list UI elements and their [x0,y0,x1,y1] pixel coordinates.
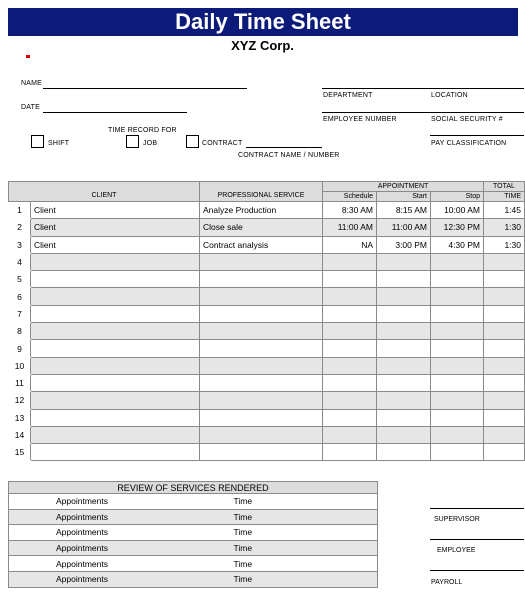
schedule-cell[interactable] [323,444,377,461]
service-cell[interactable] [200,409,323,426]
total-cell[interactable] [484,444,525,461]
stop-header: Stop [431,192,484,202]
stop-cell[interactable] [431,253,484,270]
total-cell[interactable] [484,392,525,409]
payroll-label: PAYROLL [431,579,463,586]
row-number: 12 [9,392,31,409]
stop-cell[interactable] [431,444,484,461]
service-cell[interactable]: Analyze Production [200,202,323,219]
company-name: XYZ Corp. [231,38,294,53]
stop-cell[interactable] [431,340,484,357]
table-row [9,444,525,461]
service-cell[interactable] [200,426,323,443]
table-row [9,305,525,322]
contract-checkbox[interactable] [186,135,199,148]
start-cell[interactable]: 11:00 AM [377,219,431,236]
shift-label: SHIFT [48,140,70,147]
service-cell[interactable] [200,305,323,322]
row-number: 4 [9,253,31,270]
start-cell[interactable]: 8:15 AM [377,202,431,219]
service-cell[interactable] [200,288,323,305]
schedule-cell[interactable] [323,288,377,305]
start-cell[interactable] [377,409,431,426]
start-cell[interactable] [377,426,431,443]
start-cell[interactable] [377,253,431,270]
schedule-cell[interactable] [323,357,377,374]
row-number: 5 [9,271,31,288]
client-cell[interactable] [31,392,200,409]
name-label: NAME [21,80,43,87]
time-label: Time [189,494,378,510]
client-cell[interactable] [31,340,200,357]
client-cell[interactable] [31,271,200,288]
client-cell[interactable] [31,323,200,340]
stop-cell[interactable] [431,357,484,374]
cell-marker [26,55,30,58]
service-cell[interactable]: Contract analysis [200,236,323,253]
schedule-cell[interactable]: NA [323,236,377,253]
client-header: CLIENT [9,182,200,202]
appointments-label: Appointments [9,540,189,556]
employee-signature-line[interactable] [430,539,524,540]
stop-cell[interactable]: 10:00 AM [431,202,484,219]
stop-cell[interactable] [431,374,484,391]
client-cell[interactable] [31,357,200,374]
client-cell[interactable] [31,409,200,426]
total-cell[interactable] [484,357,525,374]
start-cell[interactable] [377,271,431,288]
time-label: Time [189,571,378,587]
table-row [9,409,525,426]
appointments-label: Appointments [9,509,189,525]
schedule-cell[interactable]: 8:30 AM [323,202,377,219]
schedule-cell[interactable] [323,323,377,340]
row-number: 2 [9,219,31,236]
stop-cell[interactable] [431,271,484,288]
pay-classification-label: PAY CLASSIFICATION [431,140,507,147]
row-number: 14 [9,426,31,443]
name-field[interactable] [43,88,247,89]
service-cell[interactable]: Close sale [200,219,323,236]
contract-label: CONTRACT [202,140,243,147]
location-label: LOCATION [431,92,468,99]
contract-name-field[interactable] [246,147,322,148]
schedule-header: Schedule [323,192,377,202]
service-cell[interactable] [200,374,323,391]
table-row [9,202,525,219]
time-table [8,181,525,461]
schedule-cell[interactable] [323,305,377,322]
table-row [9,219,525,236]
employee-number-label: EMPLOYEE NUMBER [323,116,397,123]
table-row [9,253,525,270]
review-table [8,481,378,588]
total-cell[interactable] [484,374,525,391]
row-number: 1 [9,202,31,219]
schedule-cell[interactable]: 11:00 AM [323,219,377,236]
stop-cell[interactable] [431,305,484,322]
appointments-label: Appointments [9,556,189,572]
total-cell[interactable] [484,426,525,443]
table-row [9,323,525,340]
job-checkbox[interactable] [126,135,139,148]
total-cell[interactable] [484,340,525,357]
stop-cell[interactable] [431,392,484,409]
row-number: 13 [9,409,31,426]
start-cell[interactable] [377,323,431,340]
total-cell[interactable] [484,253,525,270]
stop-cell[interactable] [431,288,484,305]
review-row [9,571,378,587]
service-cell[interactable] [200,357,323,374]
schedule-cell[interactable] [323,340,377,357]
start-cell[interactable] [377,288,431,305]
schedule-cell[interactable] [323,253,377,270]
time-record-for-label: TIME RECORD FOR [108,127,177,134]
time-label: Time [189,525,378,541]
service-cell[interactable] [200,392,323,409]
time-label: Time [189,509,378,525]
table-row [9,236,525,253]
stop-cell[interactable] [431,426,484,443]
total-cell[interactable] [484,305,525,322]
total-header: TOTAL [484,182,525,192]
table-row [9,340,525,357]
page-title: Daily Time Sheet [8,8,518,36]
client-cell[interactable]: Client [31,236,200,253]
total-cell[interactable] [484,323,525,340]
supervisor-signature-line[interactable] [430,508,524,509]
department-field[interactable] [322,88,524,89]
payroll-signature-line[interactable] [430,570,524,571]
start-cell[interactable] [377,374,431,391]
employee-label: EMPLOYEE [437,547,476,554]
service-cell[interactable] [200,271,323,288]
start-cell[interactable]: 3:00 PM [377,236,431,253]
stop-cell[interactable]: 12:30 PM [431,219,484,236]
social-security-label: SOCIAL SECURITY # [431,116,503,123]
service-cell[interactable] [200,340,323,357]
start-cell[interactable] [377,357,431,374]
date-label: DATE [21,104,40,111]
client-cell[interactable]: Client [31,219,200,236]
client-cell[interactable] [31,444,200,461]
review-row [9,525,378,541]
supervisor-label: SUPERVISOR [434,516,480,523]
employee-number-field[interactable] [322,112,524,113]
table-row [9,271,525,288]
row-number: 8 [9,323,31,340]
service-cell[interactable] [200,323,323,340]
start-cell[interactable] [377,340,431,357]
schedule-cell[interactable] [323,374,377,391]
row-number: 6 [9,288,31,305]
time-label: Time [189,556,378,572]
row-number: 10 [9,357,31,374]
date-field[interactable] [43,112,187,113]
service-cell[interactable] [200,444,323,461]
row-number: 3 [9,236,31,253]
row-number: 15 [9,444,31,461]
total-cell[interactable] [484,409,525,426]
table-row [9,357,525,374]
appointment-header: APPOINTMENT [323,182,484,192]
start-header: Start [377,192,431,202]
review-row [9,509,378,525]
total-cell[interactable]: 1:30 [484,219,525,236]
table-row [9,426,525,443]
review-row [9,540,378,556]
social-security-field[interactable] [430,135,524,136]
schedule-cell[interactable] [323,426,377,443]
total-cell[interactable] [484,271,525,288]
total-cell[interactable]: 1:30 [484,236,525,253]
review-title: REVIEW OF SERVICES RENDERED [9,482,378,494]
client-cell[interactable]: Client [31,202,200,219]
total-cell[interactable]: 1:45 [484,202,525,219]
start-cell[interactable] [377,305,431,322]
appointments-label: Appointments [9,494,189,510]
stop-cell[interactable]: 4:30 PM [431,236,484,253]
schedule-cell[interactable] [323,392,377,409]
job-label: JOB [143,140,158,147]
service-cell[interactable] [200,253,323,270]
client-cell[interactable] [31,288,200,305]
appointments-label: Appointments [9,525,189,541]
client-cell[interactable] [31,426,200,443]
total-cell[interactable] [484,288,525,305]
schedule-cell[interactable] [323,271,377,288]
shift-checkbox[interactable] [31,135,44,148]
client-cell[interactable] [31,374,200,391]
row-number: 7 [9,305,31,322]
review-row [9,556,378,572]
time-label: Time [189,540,378,556]
row-number: 9 [9,340,31,357]
client-cell[interactable] [31,253,200,270]
start-cell[interactable] [377,444,431,461]
table-row [9,288,525,305]
stop-cell[interactable] [431,323,484,340]
time-header: TIME [484,192,525,202]
stop-cell[interactable] [431,409,484,426]
department-label: DEPARTMENT [323,92,373,99]
table-row [9,374,525,391]
appointments-label: Appointments [9,571,189,587]
contract-name-label: CONTRACT NAME / NUMBER [238,152,340,159]
client-cell[interactable] [31,305,200,322]
start-cell[interactable] [377,392,431,409]
row-number: 11 [9,374,31,391]
review-row [9,494,378,510]
schedule-cell[interactable] [323,409,377,426]
table-row [9,392,525,409]
service-header: PROFESSIONAL SERVICE [200,182,323,202]
